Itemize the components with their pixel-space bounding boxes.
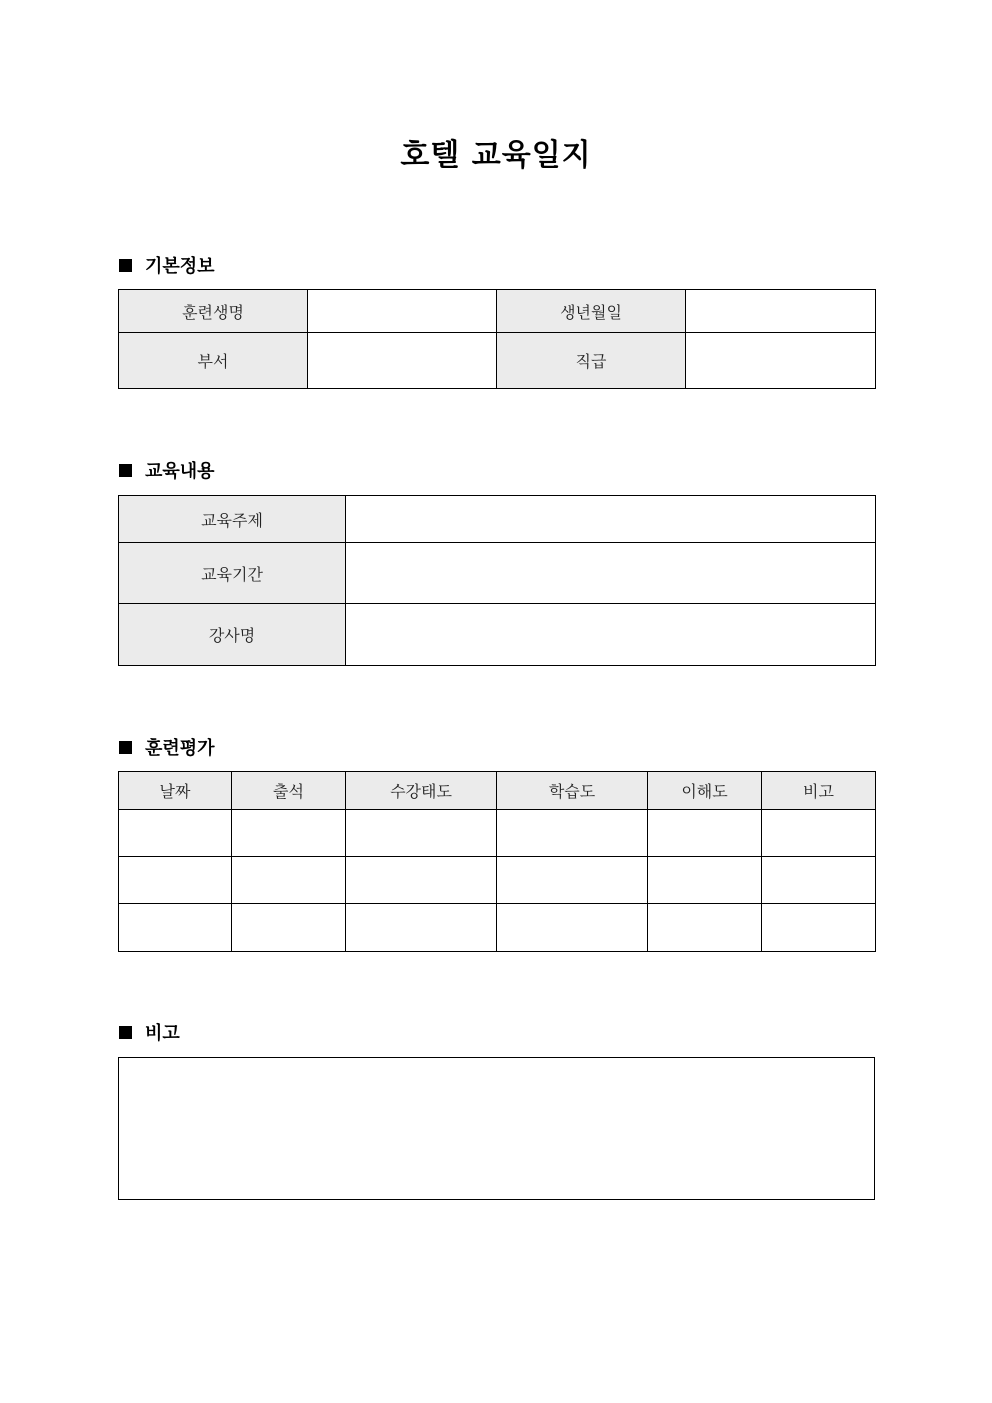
birthdate-label: 생년월일 (497, 290, 686, 333)
section-heading-label: 교육내용 (145, 461, 215, 482)
understanding-cell[interactable] (648, 904, 762, 952)
department-label: 부서 (119, 333, 308, 389)
education-period-field[interactable] (346, 543, 876, 604)
trainee-name-field[interactable] (308, 290, 497, 333)
table-row (119, 333, 876, 389)
attendance-cell[interactable] (232, 857, 346, 904)
table-row (119, 496, 876, 543)
table-row (119, 604, 876, 666)
education-table (118, 495, 876, 666)
trainee-name-label: 훈련생명 (119, 290, 308, 333)
department-field[interactable] (308, 333, 497, 389)
education-period-label: 교육기간 (119, 543, 346, 604)
column-header-attitude: 수강태도 (346, 772, 497, 810)
section-heading-education (119, 457, 215, 483)
square-bullet-icon (119, 1026, 132, 1039)
table-header-row (119, 772, 876, 810)
attitude-cell[interactable] (346, 857, 497, 904)
section-heading-label: 기본정보 (145, 256, 215, 277)
square-bullet-icon (119, 464, 132, 477)
instructor-name-field[interactable] (346, 604, 876, 666)
birthdate-field[interactable] (686, 290, 876, 333)
attitude-cell[interactable] (346, 904, 497, 952)
understanding-cell[interactable] (648, 857, 762, 904)
table-row (119, 904, 876, 952)
date-cell[interactable] (119, 810, 232, 857)
square-bullet-icon (119, 259, 132, 272)
table-row (119, 810, 876, 857)
remarks-cell[interactable] (762, 857, 876, 904)
section-heading-basic-info (119, 252, 215, 278)
understanding-cell[interactable] (648, 810, 762, 857)
learning-cell[interactable] (497, 904, 648, 952)
education-topic-label: 교육주제 (119, 496, 346, 543)
section-heading-remarks (119, 1019, 180, 1045)
instructor-name-label: 강사명 (119, 604, 346, 666)
date-cell[interactable] (119, 857, 232, 904)
remarks-cell[interactable] (762, 810, 876, 857)
date-cell[interactable] (119, 904, 232, 952)
remarks-box[interactable] (118, 1057, 875, 1200)
column-header-date: 날짜 (119, 772, 232, 810)
basic-info-table (118, 289, 876, 389)
attendance-cell[interactable] (232, 810, 346, 857)
table-row (119, 290, 876, 333)
column-header-learning: 학습도 (497, 772, 648, 810)
square-bullet-icon (119, 741, 132, 754)
evaluation-table (118, 771, 876, 952)
section-heading-label: 비고 (145, 1023, 180, 1044)
column-header-understanding: 이해도 (648, 772, 762, 810)
position-field[interactable] (686, 333, 876, 389)
remarks-cell[interactable] (762, 904, 876, 952)
table-row (119, 543, 876, 604)
section-heading-evaluation (119, 734, 215, 760)
table-row (119, 857, 876, 904)
column-header-remarks: 비고 (762, 772, 876, 810)
attendance-cell[interactable] (232, 904, 346, 952)
page-title: 호텔 교육일지 (400, 138, 592, 173)
learning-cell[interactable] (497, 857, 648, 904)
education-topic-field[interactable] (346, 496, 876, 543)
column-header-attendance: 출석 (232, 772, 346, 810)
attitude-cell[interactable] (346, 810, 497, 857)
section-heading-label: 훈련평가 (145, 738, 215, 759)
learning-cell[interactable] (497, 810, 648, 857)
position-label: 직급 (497, 333, 686, 389)
